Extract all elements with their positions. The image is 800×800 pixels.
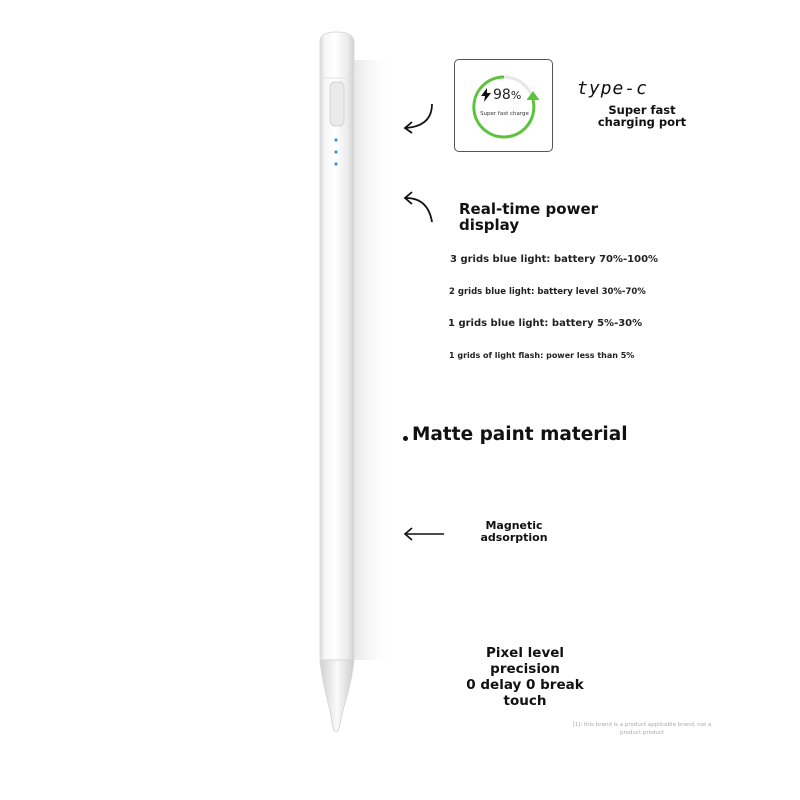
footnote: [1]: this brand is a product applicable brand, not a product product <box>572 722 712 736</box>
precision-line: precision <box>490 661 560 677</box>
precision-block <box>455 645 595 709</box>
power-level-item: 2 grids blue light: battery level 30%-70% <box>449 287 646 297</box>
material-label: Matte paint material <box>412 424 628 445</box>
bullet-icon <box>403 436 408 441</box>
arrow-icon <box>400 524 448 544</box>
arrow-icon <box>398 100 438 140</box>
precision-line: touch <box>503 693 547 709</box>
port-caption: Super fast charging port <box>597 103 687 129</box>
lightning-icon <box>481 88 491 102</box>
power-level-item: 3 grids blue light: battery 70%-100% <box>450 254 659 265</box>
arrow-icon <box>398 186 438 226</box>
charge-indicator-card <box>454 59 553 152</box>
precision-line: Pixel level <box>485 645 565 661</box>
charge-ring-icon <box>467 70 541 144</box>
power-level-item: 1 grids blue light: battery 5%-30% <box>448 318 643 329</box>
magnetic-label: Magnetic adsorption <box>480 519 548 544</box>
power-level-item: 1 grids of light flash: power less than 5% <box>449 351 635 360</box>
precision-line: 0 delay 0 break <box>466 677 584 693</box>
power-display-title: Real-time power display <box>459 200 599 234</box>
stylus-pen-image <box>300 20 400 750</box>
charge-percent: 98% <box>493 87 522 103</box>
port-type-label: type-c <box>577 78 649 99</box>
charge-label: Super fast charge <box>480 111 529 117</box>
pen-icon <box>300 20 400 750</box>
